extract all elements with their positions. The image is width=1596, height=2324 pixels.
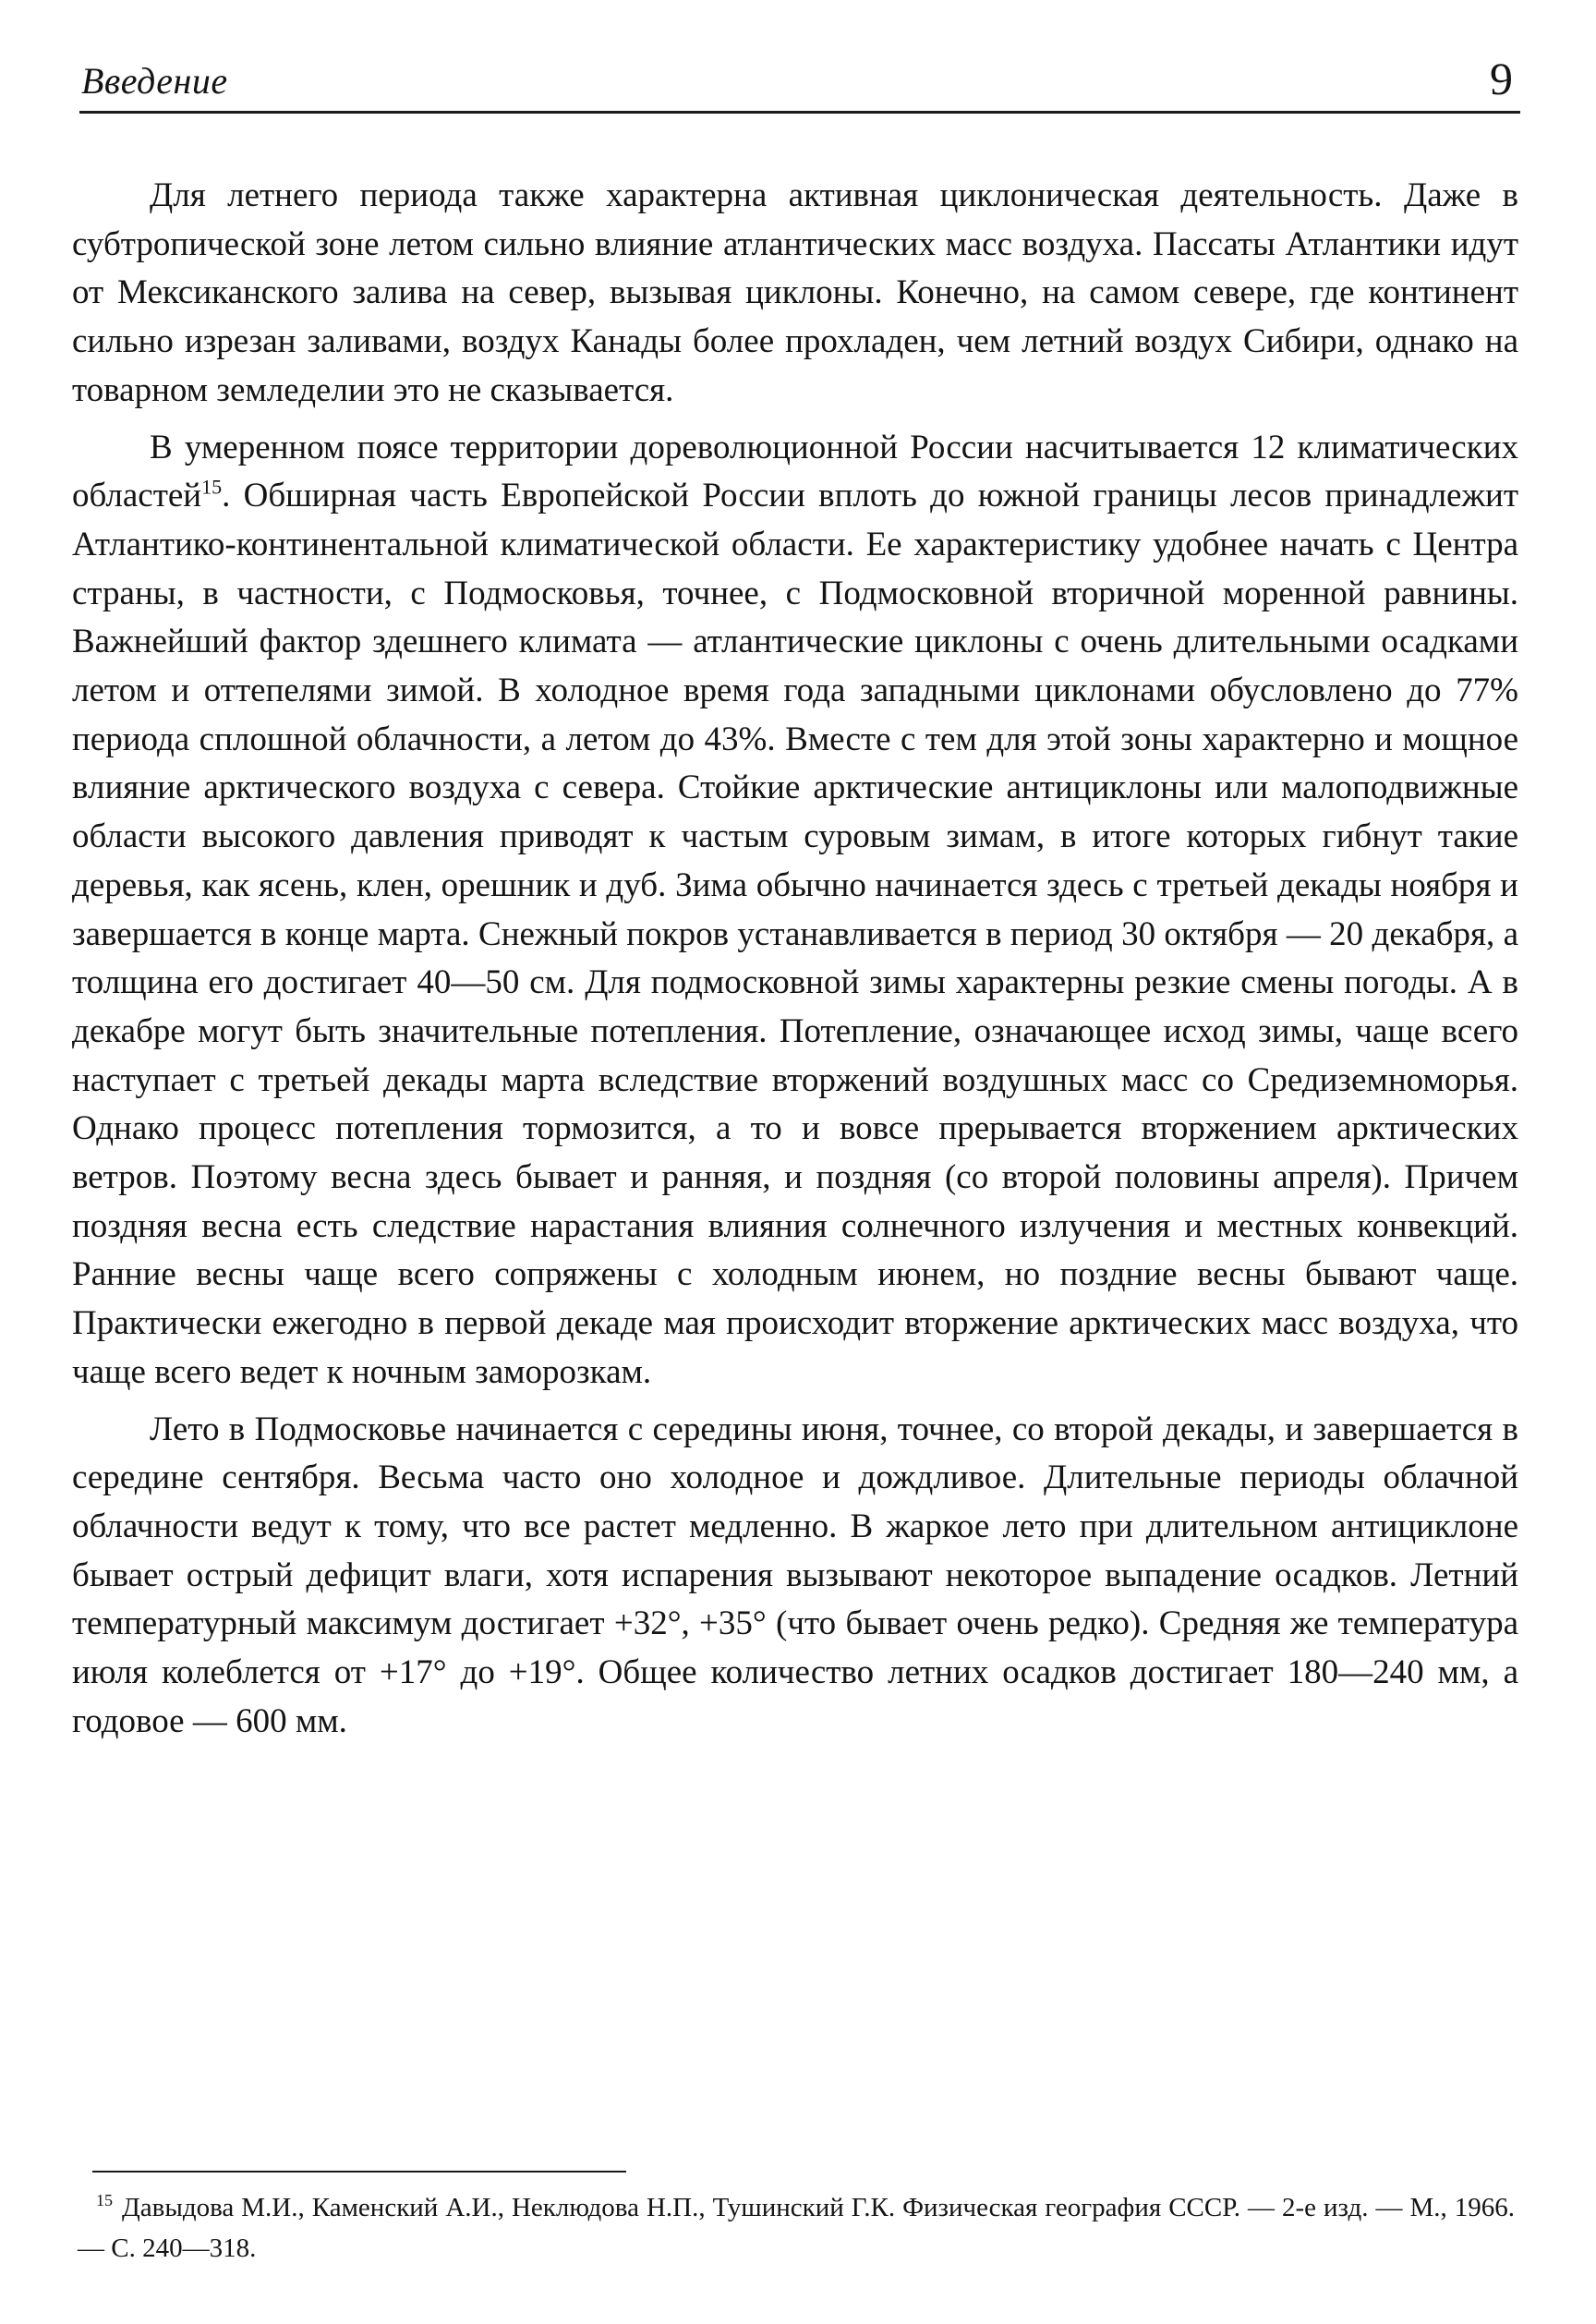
footnote	[78, 2187, 1515, 2269]
paragraph-text-before-note: В умеренном поясе территории дореволюционной России насчитывается 12 климатических областей	[72, 428, 1518, 515]
running-header	[79, 54, 1520, 114]
running-title: Введение	[81, 60, 228, 102]
paragraph-moscow-summer: Лето в Подмосковье начинается с середины июня, точнее, со второй декады, и завершается в середине сентября. Весьма часто оно холодное и дождливое. Длительные периоды облачной облачности ведут к тому, что все растет медленно. В жаркое лето при длительном антициклоне бывает острый дефицит влаги, хотя испарения вызывают некоторое выпадение осадков. Летний температурный максимум достигает +32°, +35° (что бывает очень редко). Средняя же температура июля колеблется от +17° до +19°. Общее количество летних осадков достигает 180—240 мм, а годовое — 600 мм.	[72, 1410, 1518, 1740]
paragraph-climatic-regions	[72, 424, 1518, 1398]
footnote-number: 15	[96, 2191, 113, 2210]
body-text	[72, 172, 1518, 1755]
footnote-reference: 15	[201, 475, 223, 499]
footnote-text: Давыдова М.И., Каменский А.И., Неклюдова Н.П., Тушинский Г.К. Физическая география СССР. — 2-е изд. — М., 1966. — С. 240—318.	[78, 2193, 1515, 2263]
footnote-divider	[92, 2171, 626, 2173]
paragraph-text-after-note: . Обширная часть Европейской России вплоть до южной границы лесов принадлежит Атлантико-континентальной климатической области. Ее характеристику удобнее начать с Центра страны, в частности, с Подмосковья, точнее, с Подмосковной вторичной моренной равнины. Важнейший фактор здешнего климата — атлантические циклоны с очень длительными осадками летом и оттепелями зимой. В холодное время года западными циклонами обусловлено до 77% периода сплошной облачности, а летом до 43%. Вместе с тем для этой зоны характерно и мощное влияние арктического воздуха с севера. Стойкие арктические антициклоны или малоподвижные области высокого давления приводят к частым суровым зимам, в итоге которых гибнут такие деревья, как ясень, клен, орешник и дуб. Зима обычно начинается здесь с третьей декады ноября и завершается в конце марта. Снежный покров устанавливается в период 30 октября — 20 декабря, а толщина его достигает 40—50 см. Для подмосковной зимы характерны резкие смены погоды. А в декабре могут быть значительные потепления. Потепление, означающее исход зимы, чаще всего наступает с третьей декады марта вследствие вторжений воздушных масс со Средиземноморья. Однако процесс потепления тормозится, а то и вовсе прерывается вторжением арктических ветров. Поэтому весна здесь бывает и ранняя, и поздняя (со второй половины апреля). Причем поздняя весна есть следствие нарастания влияния солнечного излучения и местных конвекций. Ранние весны чаще всего сопряжены с холодным июнем, но поздние весны бывают чаще. Практически ежегодно в первой декаде мая происходит вторжение арктических масс воздуха, что чаще всего ведет к ночным заморозкам.	[72, 477, 1518, 1391]
page-number: 9	[1490, 53, 1513, 104]
paragraph-summer-cyclones: Для летнего периода также характерна активная циклоническая деятельность. Даже в субтропической зоне летом сильно влияние атлантических масс воздуха. Пассаты Атлантики идут от Мексиканского залива на север, вызывая циклоны. Конечно, на самом севере, где континент сильно изрезан заливами, воздух Канады более прохладен, чем летний воздух Сибири, однако на товарном земледелии это не сказывается.	[72, 176, 1518, 409]
